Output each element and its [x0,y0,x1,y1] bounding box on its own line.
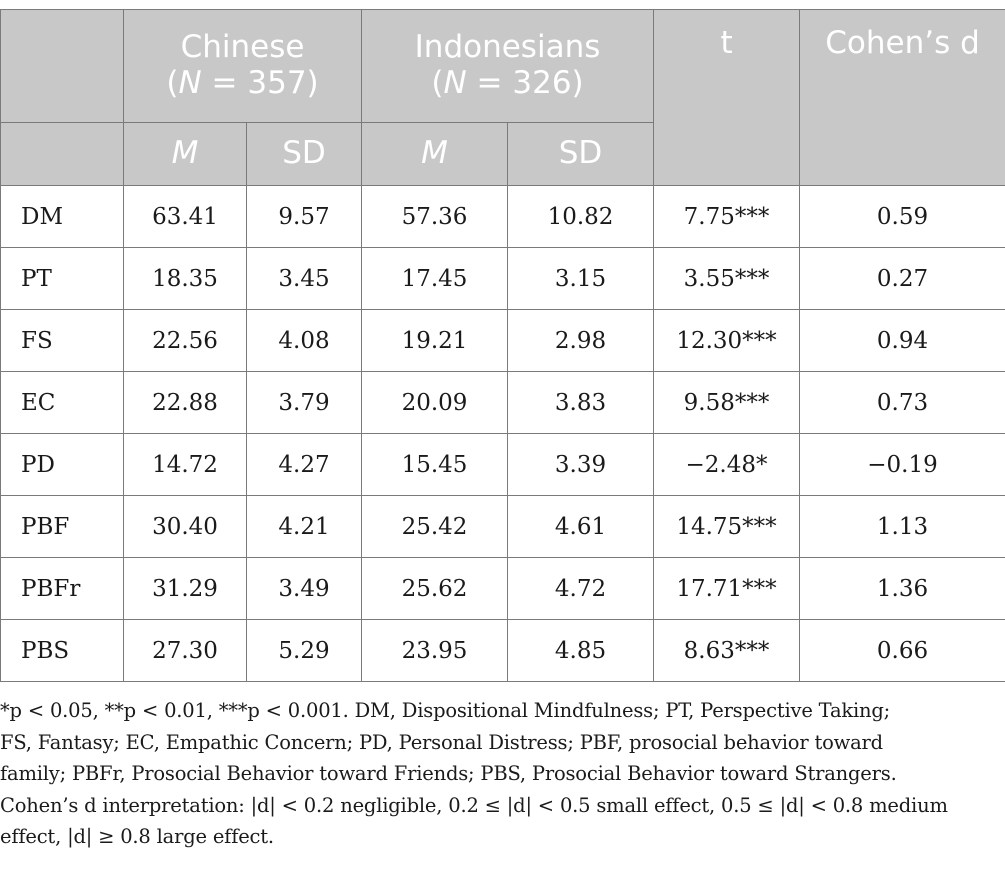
footnote-line: Cohen’s d interpretation: |d| < 0.2 negligible, 0.2 ≤ |d| < 0.5 small effect, 0.5 ≤ |d| < 0.8 medium [0,793,948,817]
indonesian-mean: 25.62 [362,558,508,620]
indonesian-sd: 10.82 [508,186,654,248]
chinese-mean: 18.35 [124,248,247,310]
indonesian-mean: 25.42 [362,496,508,558]
chinese-n-label: N [178,65,202,101]
indonesian-mean-header: M [362,123,508,186]
indonesian-sd: 3.83 [508,372,654,434]
chinese-mean: 31.29 [124,558,247,620]
t-value: 8.63*** [654,620,800,682]
indonesian-sd: 4.85 [508,620,654,682]
t-value: 7.75*** [654,186,800,248]
t-value: −2.48* [654,434,800,496]
cohens-d-value: 0.94 [800,310,1005,372]
row-label: PD [1,434,124,496]
table-footnote [0,695,1005,853]
chinese-sd: 5.29 [247,620,362,682]
indonesian-sd: 4.61 [508,496,654,558]
chinese-mean: 22.88 [124,372,247,434]
table-row [1,372,1005,434]
indonesian-sd: 3.15 [508,248,654,310]
t-value: 12.30*** [654,310,800,372]
cohens-d-value: 1.36 [800,558,1005,620]
chinese-group-name: Chinese [180,29,305,66]
indonesian-group-name: Indonesians [414,29,601,66]
chinese-mean-header: M [124,123,247,186]
chinese-mean: 30.40 [124,496,247,558]
chinese-sd-header: SD [247,123,362,186]
chinese-sd: 3.79 [247,372,362,434]
table-row [1,186,1005,248]
results-table [0,9,1005,682]
t-value: 3.55*** [654,248,800,310]
chinese-sd: 4.21 [247,496,362,558]
row-label: DM [1,186,124,248]
corner-header-cell [1,10,124,123]
table-row [1,620,1005,682]
indonesian-group-header: Indonesians (N = 326) [362,10,654,123]
t-value: 17.71*** [654,558,800,620]
row-label: FS [1,310,124,372]
indonesian-mean: 15.45 [362,434,508,496]
chinese-mean: 22.56 [124,310,247,372]
cohens-d-value: −0.19 [800,434,1005,496]
footnote-line: FS, Fantasy; EC, Empathic Concern; PD, Personal Distress; PBF, prosocial behavior toward [0,730,883,754]
cohens-d-value: 0.66 [800,620,1005,682]
indonesian-mean: 57.36 [362,186,508,248]
indonesian-sd: 2.98 [508,310,654,372]
chinese-sd: 4.08 [247,310,362,372]
indonesian-n-label: N [443,65,467,101]
indonesian-mean: 23.95 [362,620,508,682]
row-label: PBFr [1,558,124,620]
row-label: PBF [1,496,124,558]
row-label: PBS [1,620,124,682]
chinese-n-value: = 357) [201,65,319,101]
table-row [1,496,1005,558]
chinese-mean: 63.41 [124,186,247,248]
chinese-sd: 9.57 [247,186,362,248]
label-subheader-cell [1,123,124,186]
cohens-d-value: 1.13 [800,496,1005,558]
chinese-sd: 3.45 [247,248,362,310]
t-value: 9.58*** [654,372,800,434]
cohens-d-header: Cohen’s d [800,10,1005,186]
t-header: t [654,10,800,186]
cohens-d-value: 0.59 [800,186,1005,248]
indonesian-sd: 4.72 [508,558,654,620]
row-label: PT [1,248,124,310]
table-row [1,248,1005,310]
cohens-d-value: 0.27 [800,248,1005,310]
table-row [1,558,1005,620]
chinese-mean: 27.30 [124,620,247,682]
indonesian-mean: 20.09 [362,372,508,434]
chinese-sd: 3.49 [247,558,362,620]
footnote-line: family; PBFr, Prosocial Behavior toward Friends; PBS, Prosocial Behavior toward Strangers. [0,762,897,785]
indonesian-sd-header: SD [508,123,654,186]
indonesian-mean: 19.21 [362,310,508,372]
chinese-sd: 4.27 [247,434,362,496]
table-row [1,310,1005,372]
indonesian-n-value: = 326) [466,65,584,101]
footnote-line: *p < 0.05, **p < 0.01, ***p < 0.001. DM, Dispositional Mindfulness; PT, Perspective Taking; [0,699,891,722]
t-value: 14.75*** [654,496,800,558]
cohens-d-value: 0.73 [800,372,1005,434]
chinese-mean: 14.72 [124,434,247,496]
chinese-group-header: Chinese (N = 357) [124,10,362,123]
row-label: EC [1,372,124,434]
footnote-line: effect, |d| ≥ 0.8 large effect. [0,825,274,848]
indonesian-sd: 3.39 [508,434,654,496]
indonesian-mean: 17.45 [362,248,508,310]
table-row [1,434,1005,496]
